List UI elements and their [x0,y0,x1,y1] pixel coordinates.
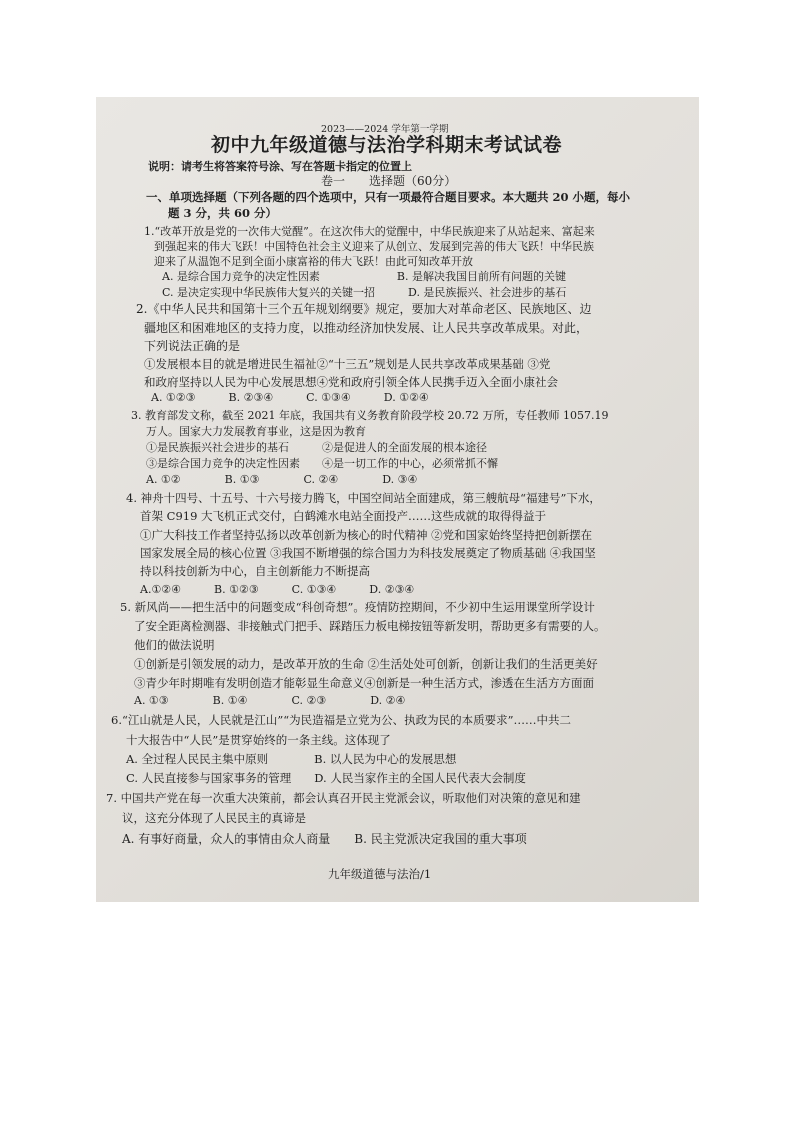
volume-heading: 卷一 选择题（60分） [321,174,457,188]
section-heading: 一、单项选择题（下列各题的四个选项中，只有一项最符合题目要求。本大题共 20 小题，每小 [146,190,631,204]
school-year: 2023——2024 学年第一学期 [321,124,449,135]
question-3-stem: 万人。国家大力发展教育事业，这是因为教育 [146,425,366,438]
question-6-options: C. 人民直接参与国家事务的管理 D. 人民当家作主的全国人民代表大会制度 [126,771,526,785]
question-1-options: C. 是决定实现中华民族伟大复兴的关键一招 D. 是民族振兴、社会进步的基石 [162,286,567,299]
question-7-stem: 7. 中国共产党在每一次重大决策前，都会认真召开民主党派会议，听取他们对决策的意见和建 [106,791,581,805]
question-2-stem: 下列说法正确的是 [144,339,241,353]
page-title: 初中九年级道德与法治学科期末考试试卷 [211,134,563,156]
question-5-stem: 他们的做法说明 [134,638,215,652]
question-7-options: A. 有事好商量，众人的事情由众人商量 B. 民主党派决定我国的重大事项 [122,832,527,846]
question-5-stem: 5. 新风尚——把生活中的问题变成“科创奇想”。疫情防控期间，不少初中生运用课堂所学设计 [120,600,595,614]
question-5-items: ③青少年时期唯有发明创造才能彰显生命意义④创新是一种生活方式，渗透在生活方方面面 [134,676,594,690]
question-5-stem: 了安全距离检测器、非接触式门把手、踩踏压力板电梯按钮等新发明，帮助更多有需要的人。 [134,619,606,633]
question-2-items: 和政府坚持以人民为中心发展思想④党和政府引领全体人民携手迈入全面小康社会 [144,375,558,389]
question-4-stem: 4. 神舟十四号、十五号、十六号接力腾飞，中国空间站全面建成，第三艘航母“福建号”下水， [126,491,601,505]
question-4-items: 持以科技创新为中心，自主创新能力不断提高 [140,564,370,578]
question-1-stem: 到强起来的伟大飞跃！中国特色社会主义迎来了从创立、发展到完善的伟大飞跃！中华民族 [154,240,594,253]
question-2-options: A. ①②③ B. ②③④ C. ①③④ D. ①②④ [151,391,429,404]
page-footer: 九年级道德与法治/1 [328,867,432,881]
question-1-stem: 1.“改革开放是党的一次伟大觉醒”。在这次伟大的觉醒中，中华民族迎来了从站起来、富起来 [144,225,595,238]
question-4-stem: 首架 C919 大飞机正式交付，白鹤滩水电站全面投产……这些成就的取得得益于 [140,509,547,523]
question-3-items: ①是民族振兴社会进步的基石 ②是促进人的全面发展的根本途径 [146,441,487,454]
question-3-items: ③是综合国力竞争的决定性因素 ④是一切工作的中心，必须常抓不懈 [146,457,498,470]
question-5-items: ①创新是引领发展的动力，是改革开放的生命 ②生活处处可创新，创新让我们的生活更美好 [134,657,598,671]
question-4-items: 国家发展全局的核心位置 ③我国不断增强的综合国力为科技发展奠定了物质基础 ④我国坚 [140,546,596,560]
question-6-stem: 6.“江山就是人民，人民就是江山”“为民造福是立党为公、执政为民的本质要求”……中共二 [111,713,571,727]
question-4-options: A.①②④ B. ①②③ C. ①③④ D. ②③④ [140,583,415,596]
question-1-options: A. 是综合国力竞争的决定性因素 B. 是解决我国目前所有问题的关键 [162,270,567,283]
question-3-stem: 3. 教育部发文称，截至 2021 年底，我国共有义务教育阶段学校 20.72 万所，专任教师 1057.19 [131,409,609,422]
question-4-items: ①广大科技工作者坚持弘扬以改革创新为核心的时代精神 ②党和国家始终坚持把创新摆在 [140,528,593,542]
question-7-stem: 议，这充分体现了人民民主的真谛是 [122,811,306,825]
question-2-stem: 2.《中华人民共和国第十三个五年规划纲要》规定，要加大对革命老区、民族地区、边 [136,302,592,316]
section-heading-cont: 题 3 分，共 60 分） [168,206,278,220]
question-2-stem: 疆地区和困难地区的支持力度，以推动经济加快发展、让人民共享改革成果。对此， [144,321,589,335]
instructions: 说明：请考生将答案符号涂、写在答题卡指定的位置上 [148,160,412,173]
question-6-options: A. 全过程人民民主集中原则 B. 以人民为中心的发展思想 [126,752,457,766]
question-5-options: A. ①③ B. ①④ C. ②③ D. ②④ [134,694,406,707]
exam-paper-photo [96,97,699,902]
question-3-options: A. ①② B. ①③ C. ②④ D. ③④ [146,473,418,486]
question-1-stem: 迎来了从温饱不足到全面小康富裕的伟大飞跃！由此可知改革开放 [154,255,473,268]
question-2-items: ①发展根本目的就是增进民生福祉②“十三五”规划是人民共享改革成果基础 ③党 [144,357,551,371]
question-6-stem: 十大报告中“人民”是贯穿始终的一条主线。这体现了 [126,733,391,747]
